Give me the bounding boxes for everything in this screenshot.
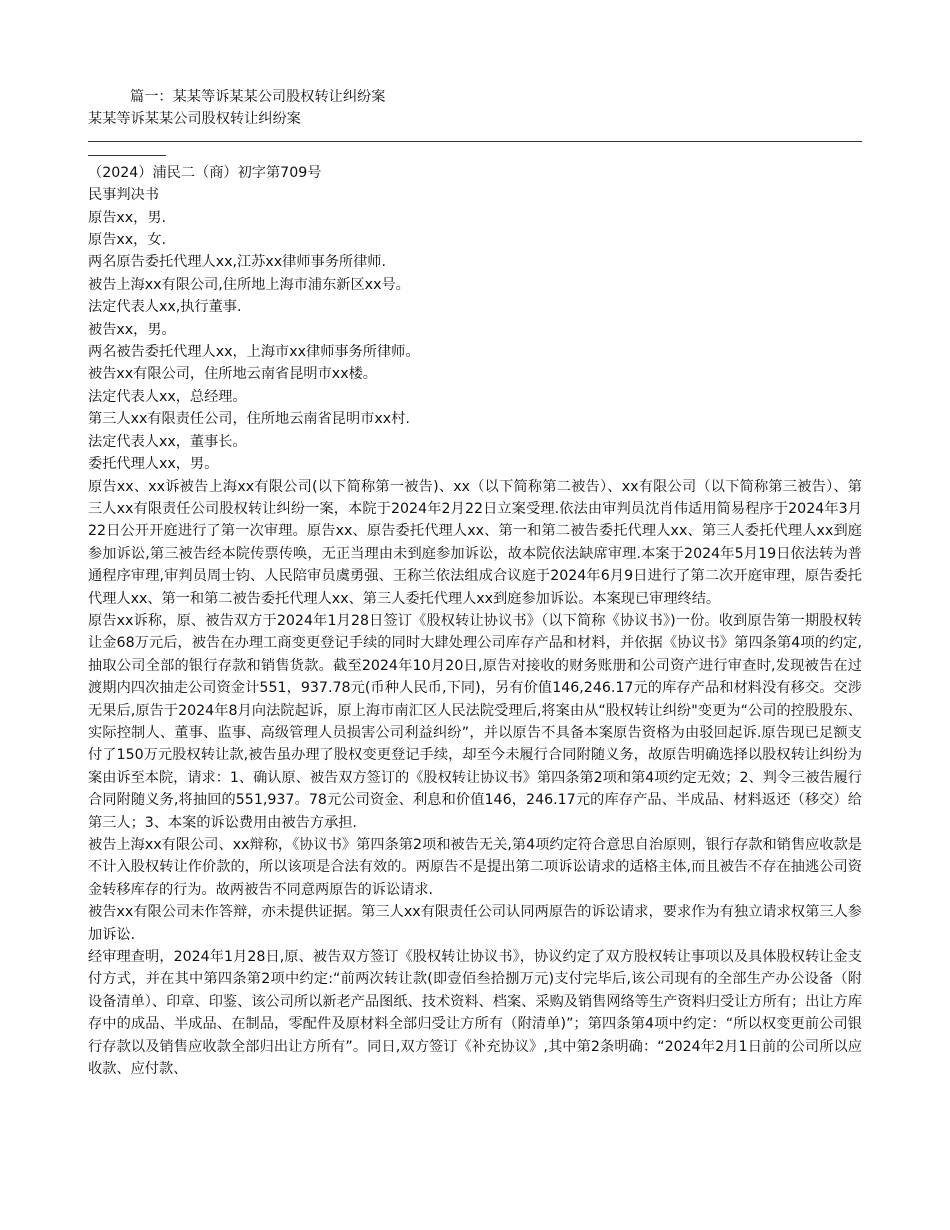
party-line: 两名原告委托代理人xx,江苏xx律师事务所律师.: [88, 254, 386, 271]
party-line: 委托代理人xx，男。: [88, 456, 219, 473]
party-line: 法定代表人xx，总经理。: [88, 388, 247, 405]
document: [88, 86, 862, 1080]
divider-line: [88, 141, 862, 142]
document-heading: 篇一：某某等诉某某公司股权转让纠纷案: [130, 89, 386, 105]
party-line: 被告xx，男。: [88, 321, 176, 338]
party-line: 原告xx，男.: [88, 209, 167, 226]
party-line: 法定代表人xx，董事长。: [88, 433, 247, 450]
party-line: 法定代表人xx,执行董事.: [88, 299, 242, 316]
body-paragraph: 被告xx有限公司未作答辩，亦未提供证据。第三人xx有限责任公司认同两原告的诉讼请求，要求作为有独立请求权第三人参加诉讼.: [88, 904, 862, 943]
party-line: 原告xx，女.: [88, 232, 167, 249]
body-paragraph: 原告xx诉称，原、被告双方于2024年1月28日签订《股权转让协议书》（以下简称《协议书》)一份。收到原告第一期股权转让金68万元后，被告在办理工商变更登记手续的同时大肆处理公司库存产品和材料，并依据《协议书》第四条第4项的约定,抽取公司全部的银行存款和销售货款。截至2024年10月20日,原告对接收的财务账册和公司资产进行审查时,发现被告在过渡期内四次抽走公司资金计551，937.78元(币种人民币,下同)，另有价值146,246.17元的库存产品和材料没有移交。交涉无果后,原告于2024年8月向法院起诉，原上海市南汇区人民法院受理后,将案由从“股权转让纠纷"变更为“公司的控股股东、实际控制人、董事、监事、高级管理人员损害公司利益纠纷”，并以原告不具备本案原告资格为由驳回起诉.原告现已足额支付了150万元股权转让款,被告虽办理了股权变更登记手续，却至今未履行合同附随义务，故原告明确选择以股权转让纠纷为案由诉至本院，请求：1、确认原、被告双方签订的《股权转让协议书》第四条第2项和第4项约定无效；2、判令三被告履行合同附随义务,将抽回的551,937。78元公司资金、利息和价值146，246.17元的库存产品、半成品、材料返还（移交）给第三人；3、本案的诉讼费用由被告方承担.: [88, 612, 862, 831]
judgment-type: 民事判决书: [88, 187, 159, 204]
party-line: 被告上海xx有限公司,住所地上海市浦东新区xx号。: [88, 276, 410, 293]
body-paragraph: 被告上海xx有限公司、xx辩称，《协议书》第四条第2项和被告无关,第4项约定符合意思自治原则，银行存款和销售应收款是不计入股权转让作价款的，所以该项是合法有效的。两原告不是提出第二项诉讼请求的适格主体,而且被告不存在抽逃公司资金转移库存的行为。故两被告不同意两原告的诉讼请求.: [88, 837, 862, 898]
party-line: 被告xx有限公司，住所地云南省昆明市xx楼。: [88, 366, 377, 383]
body-paragraph: 原告xx、xx诉被告上海xx有限公司(以下简称第一被告)、xx（以下简称第二被告）、xx有限公司（以下简称第三被告）、第三人xx有限责任公司股权转让纠纷一案，本院于2024年2月22日立案受理.依法由审判员沈肖伟适用简易程序于2024年3月22日公开开庭进行了第一次审理。原告xx、原告委托代理人xx、第一和第二被告委托代理人xx、第三人委托代理人xx到庭参加诉讼,第三被告经本院传票传唤，无正当理由未到庭参加诉讼，故本院依法缺席审理.本案于2024年5月19日依法转为普通程序审理,审判员周士钧、人民陪审员虞勇强、王称兰依法组成合议庭于2024年6月9日进行了第二次开庭审理，原告委托代理人xx、第一和第二被告委托代理人xx、第三人委托代理人xx到庭参加诉讼。本案现已审理终结。: [88, 478, 862, 607]
divider-line-short: [88, 155, 166, 156]
party-line: 两名被告委托代理人xx，上海市xx律师事务所律师。: [88, 344, 420, 361]
case-number: （2024）浦民二（商）初字第709号: [88, 164, 322, 181]
body-paragraph: 经审理查明，2024年1月28日,原、被告双方签订《股权转让协议书》，协议约定了双方股权转让事项以及具体股权转让金支付方式，并在其中第四条第2项中约定:“前两次转让款(即壹佰叁拾捌万元)支付完毕后,该公司现有的全部生产办公设备（附设备清单）、印章、印鉴、该公司所以新老产品图纸、技术资料、档案、采购及销售网络等生产资料归受让方所有；出让方库存中的成品、半成品、在制品，零配件及原材料全部归受让方所有（附清单)”；第四条第4项中约定：“所以权变更前公司银行存款以及销售应收款全部归出让方所有”。同日,双方签订《补充协议》,其中第2条明确：“2024年2月1日前的公司所以应收款、应付款、: [88, 949, 862, 1078]
party-line: 第三人xx有限责任公司，住所地云南省昆明市xx村.: [88, 411, 410, 428]
document-subtitle: 某某等诉某某公司股权转让纠纷案: [88, 111, 301, 128]
